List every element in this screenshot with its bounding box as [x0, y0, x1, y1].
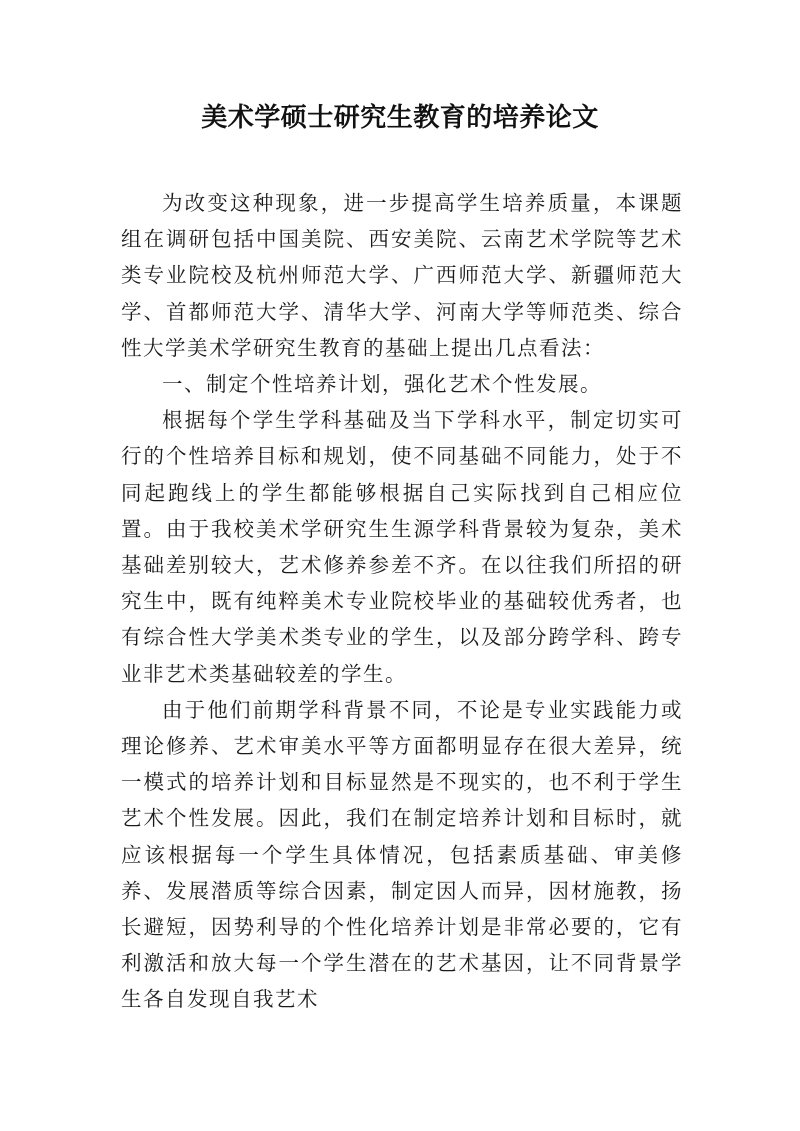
paragraph-heading-one: 一、制定个性培养计划，强化艺术个性发展。 — [162, 372, 602, 397]
paragraph-basis: 根据每个学生学科基础及当下学科水平，制定切实可行的个性培养目标和规划，使不同基础不同能力，处于不同起跑线上的学生都能够根据自己实际找到自己相应位置。由于我校美术学研究生生源学科背景较为复杂，美术基础差别较大，艺术修养参差不齐。在以往我们所招的研究生中，既有纯粹美术专业院校毕业的基础较优秀者，也有综合性大学美术类专业的学生，以及部分跨学科、跨专业非艺术类基础较差的学生。 — [121, 408, 683, 686]
document-body — [121, 185, 683, 1018]
paragraph-background: 由于他们前期学科背景不同，不论是专业实践能力或理论修养、艺术审美水平等方面都明显存在很大差异，统一模式的培养计划和目标显然是不现实的，也不利于学生艺术个性发展。因此，我们在制定培养计划和目标时，就应该根据每一个学生具体情况，包括素质基础、审美修养、发展潜质等综合因素，制定因人而异，因材施教，扬长避短，因势利导的个性化培养计划是非常必要的，它有利激活和放大每一个学生潜在的艺术基因，让不同背景学生各自发现自我艺术 — [121, 697, 683, 1012]
paragraph-intro: 为改变这种现象，进一步提高学生培养质量，本课题组在调研包括中国美院、西安美院、云南艺术学院等艺术类专业院校及杭州师范大学、广西师范大学、新疆师范大学、首都师范大学、清华大学、河南大学等师范类、综合性大学美术学研究生教育的基础上提出几点看法： — [121, 191, 683, 360]
document-title: 美术学硕士研究生教育的培养论文 — [201, 103, 599, 133]
